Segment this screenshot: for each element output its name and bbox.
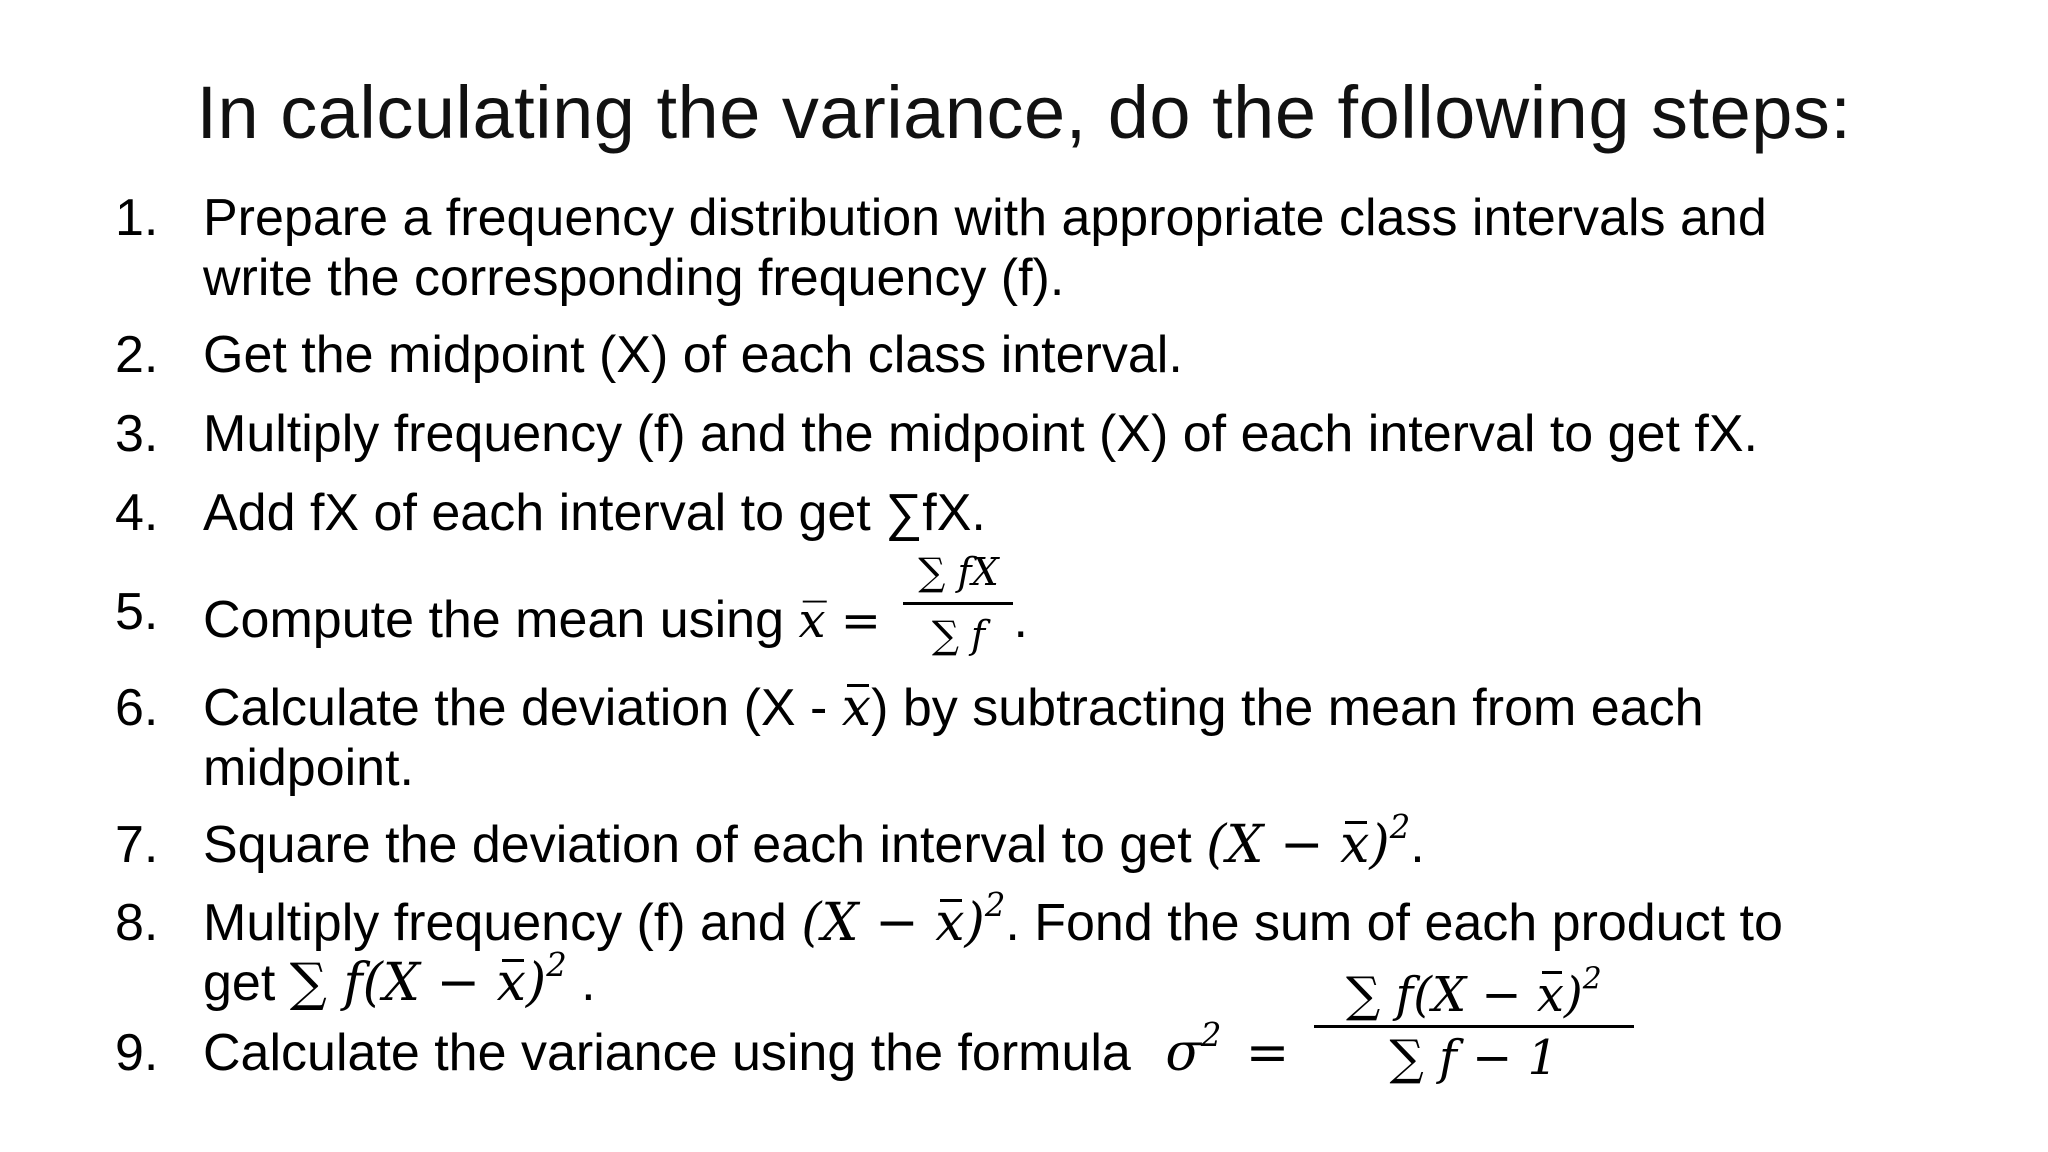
deviation-expression: $(X - x)^2$ [1206, 807, 1411, 875]
step-number: 3. [115, 405, 159, 463]
step-end: . [566, 954, 596, 1012]
fraction-numerator: ∑ $f(X - x)^2$ [1345, 961, 1602, 1023]
sigma-symbol: $\sigma^2$ [1165, 1015, 1222, 1083]
step-line: Multiply frequency (f) and [203, 894, 787, 952]
step-label: Calculate the variance using the formula [203, 1024, 1131, 1082]
mean-symbol: x̅ = [798, 593, 882, 650]
step-number: 8. [115, 894, 159, 952]
step-text: Add fX of each interval to get ∑fX. [203, 484, 986, 542]
mean-fraction [903, 542, 1013, 665]
step-end: . [1013, 591, 1028, 650]
sum-expression: ∑ $f(X - x)^2$ [289, 945, 567, 1013]
step-number: 2. [115, 326, 159, 384]
xbar-symbol: x [841, 678, 872, 738]
step-number: 6. [115, 679, 159, 737]
step-line: write the corresponding frequency (f). [203, 249, 1065, 307]
step-label: Compute the mean using [203, 591, 785, 650]
fraction-denominator: ∑ f − 1 [1389, 1029, 1559, 1086]
step-end: . [1410, 816, 1425, 874]
step-line: midpoint. [203, 739, 414, 797]
fraction-numerator: ∑ fX [918, 550, 999, 594]
step-line: ) by subtracting the mean from each [871, 679, 1704, 737]
step-5 [115, 550, 1975, 672]
step-text [203, 678, 1963, 798]
deviation-expression: $(X - x)^2$ [801, 885, 1006, 953]
variance-fraction [1314, 961, 1634, 1088]
equals-sign: = [1245, 1023, 1290, 1083]
step-text [203, 188, 1963, 308]
slide-title: In calculating the variance, do the following steps: [196, 71, 1852, 154]
fraction-denominator: ∑ f [931, 613, 986, 657]
step-text [203, 807, 1963, 875]
step-line: Prepare a frequency distribution with appropriate class intervals and [203, 189, 1767, 247]
step-label: Square the deviation of each interval to get [203, 816, 1192, 874]
step-text: Get the midpoint (X) of each class interval. [203, 326, 1183, 384]
step-number: 7. [115, 816, 159, 874]
step-number: 9. [115, 1024, 159, 1082]
step-number: 5. [115, 583, 159, 641]
step-number: 4. [115, 484, 159, 542]
step-line: Calculate the deviation (X - [203, 679, 842, 737]
step-text: Multiply frequency (f) and the midpoint (X) of each interval to get fX. [203, 405, 1758, 463]
step-text [203, 550, 1963, 665]
step-number: 1. [115, 189, 159, 247]
step-line: . Fond the sum of each product to [1005, 894, 1783, 952]
step-line: get [203, 954, 276, 1012]
